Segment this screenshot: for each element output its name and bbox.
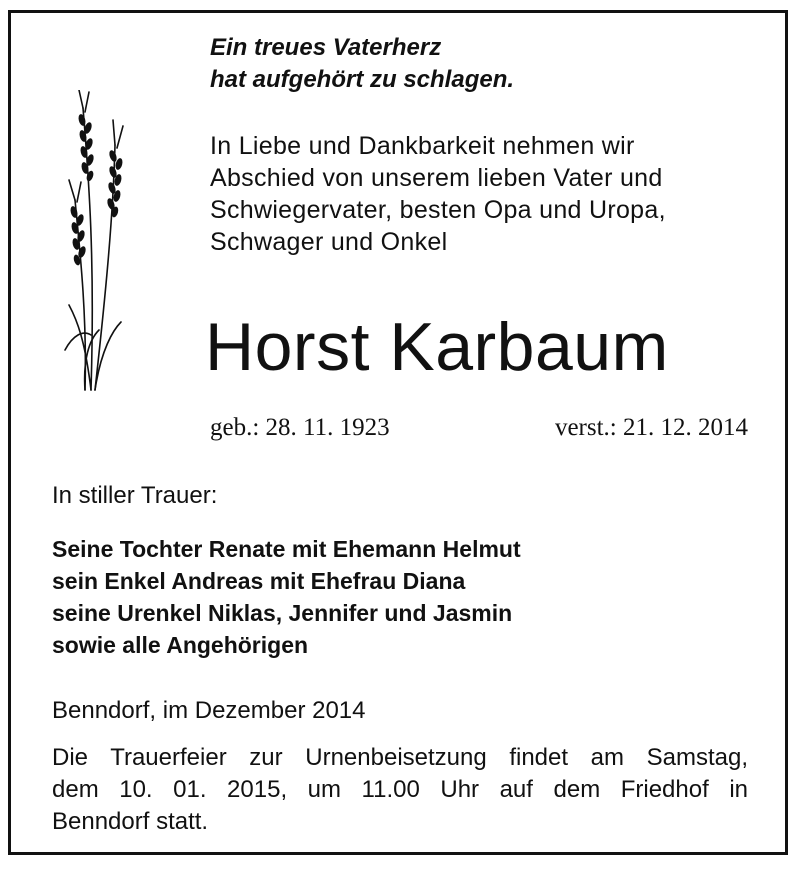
ceremony-line-2: dem 10. 01. 2015, um 11.00 Uhr auf dem Friedhof in: [52, 776, 748, 803]
mourners-list: [52, 533, 521, 661]
ceremony-line-1: Die Trauerfeier zur Urnenbeisetzung findet am Samstag,: [52, 744, 748, 771]
mourner-line: seine Urenkel Niklas, Jennifer und Jasmin: [52, 600, 513, 626]
intro-line-3: Schwiegervater, besten Opa und Uropa,: [210, 196, 666, 224]
wheat-icon: [55, 90, 145, 400]
death-date: verst.: 21. 12. 2014: [554, 414, 748, 441]
ceremony-line-3: Benndorf statt.: [52, 808, 209, 835]
mourning-label: In stiller Trauer:: [52, 482, 218, 509]
mourner-line: sein Enkel Andreas mit Ehefrau Diana: [52, 568, 466, 594]
ceremony-notice: [52, 742, 748, 838]
mourner-line: sowie alle Angehörigen: [52, 632, 309, 658]
birth-date: geb.: 28. 11. 1923: [210, 414, 390, 441]
mourner-line: Seine Tochter Renate mit Ehemann Helmut: [52, 536, 521, 562]
motto-line-2: hat aufgehört zu schlagen.: [210, 66, 515, 93]
intro-text: [210, 130, 748, 258]
place-and-date: Benndorf, im Dezember 2014: [52, 697, 366, 724]
intro-line-2: Abschied von unserem lieben Vater und: [210, 164, 663, 192]
intro-line-4: Schwager und Onkel: [210, 228, 448, 256]
deceased-name: Horst Karbaum: [205, 309, 669, 385]
motto-line-1: Ein treues Vaterherz: [210, 34, 442, 61]
motto: [210, 32, 514, 96]
intro-line-1: In Liebe und Dankbarkeit nehmen wir: [210, 132, 635, 160]
